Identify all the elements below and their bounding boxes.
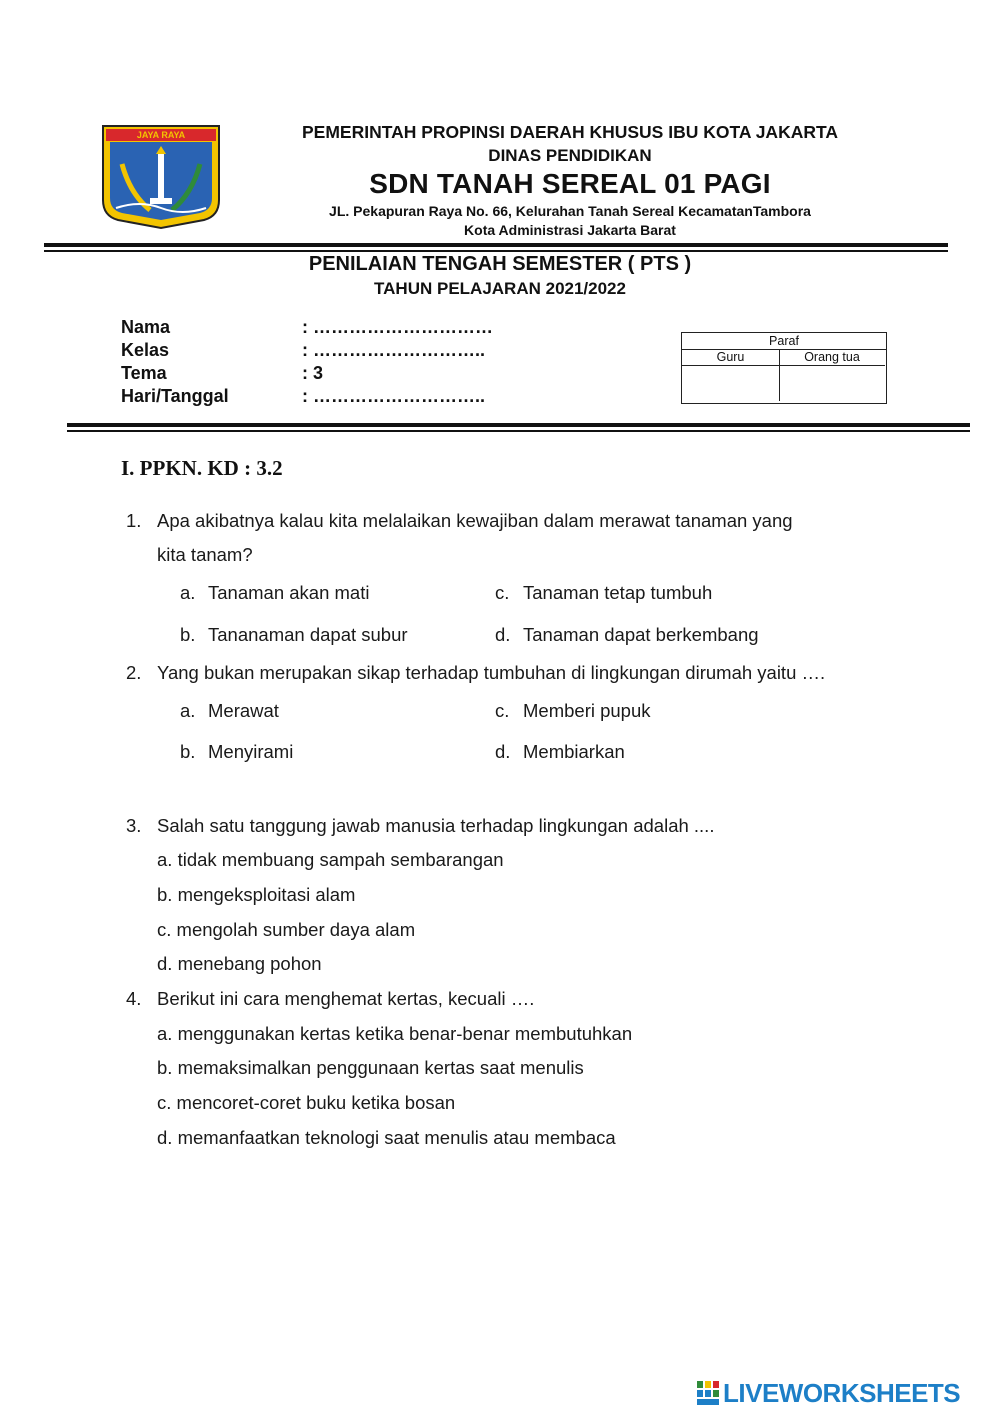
field-value-kelas[interactable]: : ……………………….. <box>302 340 485 360</box>
address-line-2: Kota Administrasi Jakarta Barat <box>464 222 676 238</box>
question-1-option-d[interactable]: d. Tanaman dapat berkembang <box>495 624 759 645</box>
field-label-kelas: Kelas <box>121 340 170 360</box>
question-1-option-b[interactable]: b. Tananaman dapat subur <box>180 624 408 645</box>
question-4-option-b[interactable]: b. memaksimalkan penggunaan kertas saat menulis <box>157 1057 584 1078</box>
address-line-1: JL. Pekapuran Raya No. 66, Kelurahan Tanah Sereal KecamatanTambora <box>329 203 811 219</box>
header-divider-thick <box>44 243 948 247</box>
question-3-option-a[interactable]: a. tidak membuang sampah sembarangan <box>157 849 504 870</box>
question-3-number: 3. <box>126 815 142 836</box>
question-2-text: Yang bukan merupakan sikap terhadap tumbuhan di lingkungan dirumah yaitu …. <box>157 662 826 683</box>
field-value-nama[interactable]: : ………………………… <box>302 317 493 337</box>
paraf-header-guru: Guru <box>682 349 779 366</box>
question-4-option-c[interactable]: c. mencoret-coret buku ketika bosan <box>157 1092 456 1113</box>
jakarta-emblem-logo <box>100 124 222 230</box>
svg-text:JAYA RAYA: JAYA RAYA <box>136 130 186 140</box>
question-4-option-a[interactable]: a. menggunakan kertas ketika benar-benar membutuhkan <box>157 1023 633 1044</box>
question-1-text-line-2: kita tanam? <box>157 544 253 565</box>
fields-divider-thin <box>67 430 970 432</box>
field-label-tema: Tema <box>121 363 167 383</box>
exam-year: TAHUN PELAJARAN 2021/2022 <box>374 279 626 298</box>
field-value-hari-tanggal[interactable]: : ……………………….. <box>302 386 485 406</box>
liveworksheets-icon <box>697 1381 719 1405</box>
liveworksheets-wordmark: LIVEWORKSHEETS <box>723 1378 961 1408</box>
question-1-option-a[interactable]: a. Tanaman akan mati <box>180 582 370 603</box>
question-2-number: 2. <box>126 662 142 683</box>
question-1-text: Apa akibatnya kalau kita melalaikan kewajiban dalam merawat tanaman yang <box>157 510 793 531</box>
question-2-option-b[interactable]: b. Menyirami <box>180 741 294 762</box>
question-3-text: Salah satu tanggung jawab manusia terhadap lingkungan adalah .... <box>157 815 715 836</box>
header-divider-thin <box>44 250 948 252</box>
fields-divider-thick <box>67 423 970 427</box>
department-heading: DINAS PENDIDIKAN <box>488 146 652 165</box>
field-label-hari-tanggal: Hari/Tanggal <box>121 386 229 406</box>
question-1-option-c[interactable]: c. Tanaman tetap tumbuh <box>495 582 713 603</box>
question-3-option-b[interactable]: b. mengeksploitasi alam <box>157 884 356 905</box>
question-4-number: 4. <box>126 988 142 1009</box>
question-1-number: 1. <box>126 510 142 531</box>
question-2-option-a[interactable]: a. Merawat <box>180 700 279 721</box>
paraf-signature-box <box>681 332 887 404</box>
field-value-tema: : 3 <box>302 363 324 383</box>
field-label-nama: Nama <box>121 317 171 337</box>
exam-title: PENILAIAN TENGAH SEMESTER ( PTS ) <box>308 253 692 275</box>
question-4-option-d[interactable]: d. memanfaatkan teknologi saat menulis atau membaca <box>157 1127 616 1148</box>
question-3-option-d[interactable]: d. menebang pohon <box>157 953 322 974</box>
question-4-text: Berikut ini cara menghemat kertas, kecuali …. <box>157 988 535 1009</box>
paraf-header-orang-tua: Orang tua <box>779 349 885 366</box>
school-name: SDN TANAH SEREAL 01 PAGI <box>369 168 771 199</box>
section-title: I. PPKN. KD : 3.2 <box>121 456 283 480</box>
question-3-option-c[interactable]: c. mengolah sumber daya alam <box>157 919 416 940</box>
government-heading: PEMERINTAH PROPINSI DAERAH KHUSUS IBU KOTA JAKARTA <box>301 122 839 142</box>
question-2-option-d[interactable]: d. Membiarkan <box>495 741 625 762</box>
question-2-option-c[interactable]: c. Memberi pupuk <box>495 700 651 721</box>
paraf-title: Paraf <box>682 333 886 350</box>
